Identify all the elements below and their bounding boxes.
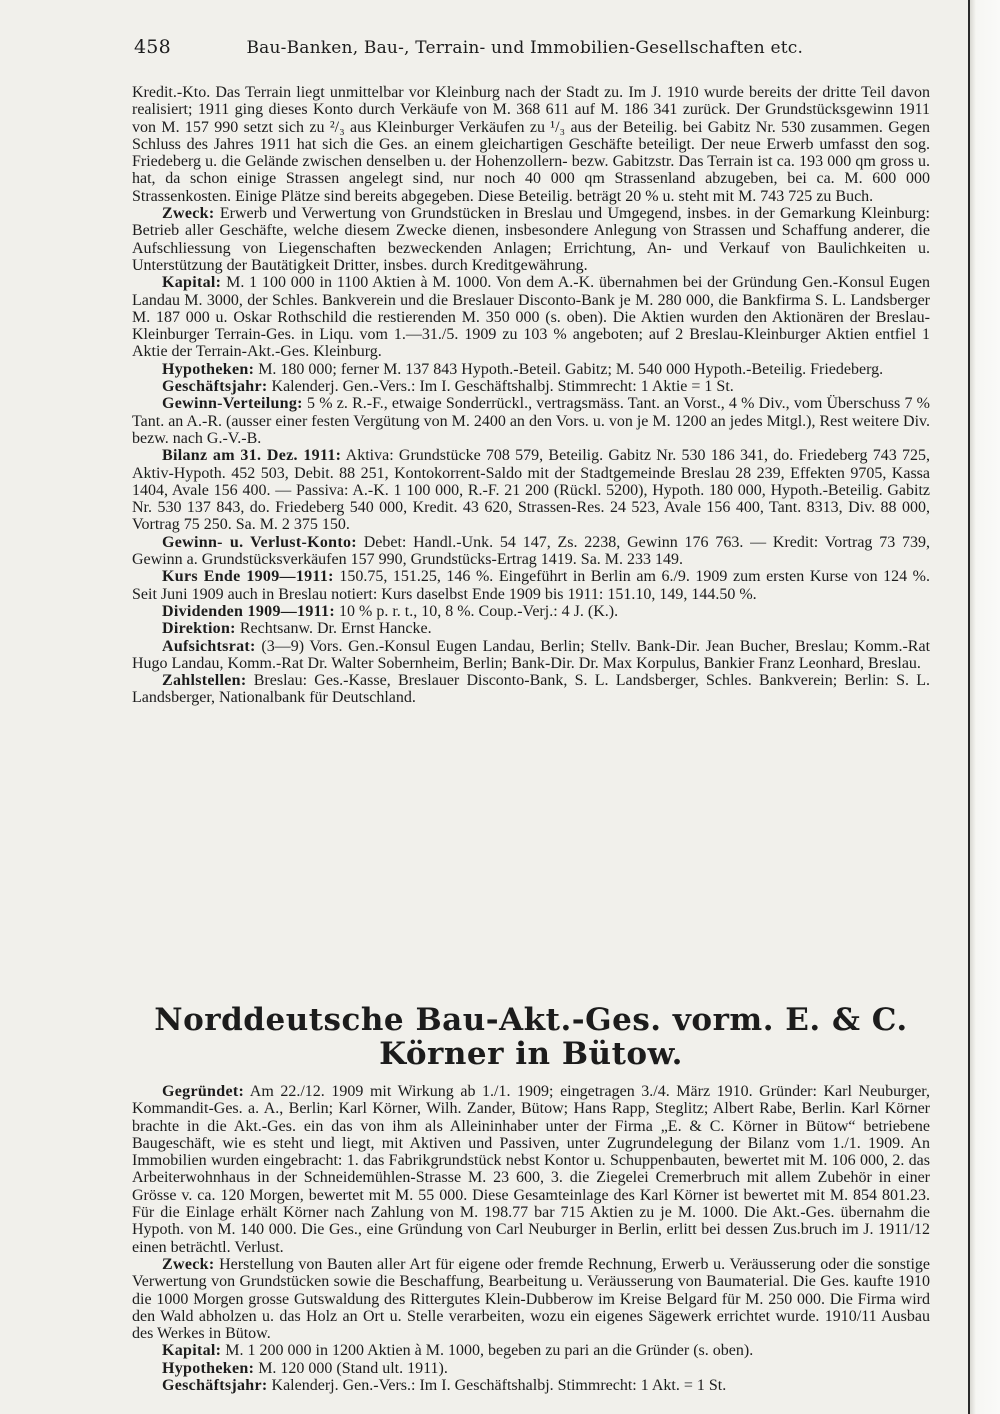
paragraph-mortgages: Hypotheken: M. 120 000 (Stand ult. 1911). bbox=[162, 1359, 448, 1377]
section-norddeutsche-bau bbox=[132, 987, 930, 1394]
paragraph-share-price: Kurs Ende 1909—1911: 150.75, 151.25, 146 %. Eingeführt in Berlin am 6./9. 1909 zum ersten Kurse von 124 %. Seit Juni 1909 auch in Breslau notiert: Kurs daselbst Ende 1909 bis 1911: 151.10, 149, 144.50 %. bbox=[132, 568, 930, 603]
paragraph-fiscal-year: Geschäftsjahr: Kalenderj. Gen.-Vers.: Im I. Geschäftshalbj. Stimmrecht: 1 Aktie = 1 St. bbox=[162, 378, 734, 396]
paragraph-mortgages: Hypotheken: M. 180 000; ferner M. 137 843 Hypoth.-Beteil. Gabitz; M. 540 000 Hypoth.-Beteilig. Friedeberg. bbox=[162, 360, 884, 378]
paragraph-profit-loss: Gewinn- u. Verlust-Konto: Debet: Handl.-Unk. 54 147, Zs. 2238, Gewinn 176 763. — Kredit: Vortrag 73 739, Gewinn a. Grundstücksverkäufen 157 990, Grundstücks-Ertrag 1419. Sa. M. 233 149. bbox=[132, 533, 931, 569]
running-header bbox=[134, 36, 934, 58]
paragraph-capital: Kapital: M. 1 200 000 in 1200 Aktien à M. 1000, begeben zu pari an die Gründer (s. oben). bbox=[162, 1342, 754, 1360]
paragraph-credit: Kredit.-Kto. Das Terrain liegt unmittelbar vor Kleinburg nach der Stadt zu. Im J. 1910 wurde bereits der dritte Teil davon realisiert; 1911 ging dieses Konto durch Verkäufe von M. 368 611 auf M. 186 341 zurück. Der Grundstücksgewinn 1911 von M. 157 990 setzt sich zu ²/₃ aus Kleinburger Verkäufen zu ¹/₃ aus der Beteilig. bei Gabitz Nr. 530 zusammen. Gegen Schluss des Jahres 1911 hat sich die Ges. an einem gleichartigen Geschäfte beteiligt. Der neue Erwerb umfasst den sog. Friedeberg u. die Gelände zwischen denselben u. der Hohenzollern- bezw. Gabitzstr. Das Terrain ist ca. 193 000 qm gross u. hat, da schon einige Strassen angelegt sind, nur noch 40 000 qm Strassenland abzugeben, bei ca. M. 600 000 Strassenkosten. Einige Plätze sind bereits abgegeben. Diese Beteilig. beträgt 20 % u. steht mit M. 743 725 zu Buch. bbox=[132, 84, 930, 205]
paragraph-supervisory-board: Aufsichtsrat: (3—9) Vors. Gen.-Konsul Eugen Landau, Berlin; Stellv. Bank-Dir. Jean Bucher, Breslau; Komm.-Rat Hugo Landau, Komm.-Rat Dr. Walter Sobernheim, Berlin; Bank-Dir. Dr. Max Korpulus, Bankier Franz Leonhard, Breslau. bbox=[132, 637, 931, 672]
paragraph-balance-sheet: Bilanz am 31. Dez. 1911: Aktiva: Grundstücke 708 579, Beteilig. Gabitz Nr. 530 186 341, do. Friedeberg 743 725, Aktiv-Hypoth. 452 503, Debit. 88 251, Kontokorrent-Saldo mit der Stadtgemeinde Breslau 28 239, Effekten 9705, Kassa 1404, Avale 156 400. — Passiva: A.-K. 1 100 000, R.-F. 21 200 (Rückl. 5200), Hypoth. 180 000, Hypoth.-Beteilig. Gabitz Nr. 530 137 843, do. Friedeberg 540 000, Kredit. 43 620, Strassen-Res. 24 523, Avale 156 400, Tant. 8313, Div. 88 000, Vortrag 75 250. Sa. M. 2 375 150. bbox=[132, 447, 930, 534]
paragraph-purpose: Zweck: Erwerb und Verwertung von Grundstücken in Breslau und Umgegend, insbes. in der Gemarkung Kleinburg: Betrieb aller Geschäfte, welche diesem Zwecke dienen, insbesondere Anlegung von Strassen und Schaffung anderer, die Aufschliessung von Liegenschaften bezweckenden Anlagen; Errichtung, An- und Verkauf von Baulichkeiten u. Unterstützung der Bautätigkeit Dritter, insbes. durch Kreditgewährung. bbox=[132, 205, 931, 274]
paragraph-management: Direktion: Rechtsanw. Dr. Ernst Hancke. bbox=[162, 620, 432, 638]
paragraph-profit-distribution: Gewinn-Verteilung: 5 % z. R.-F., etwaige Sonderrückl., vertragsmäss. Tant. an Vorst., 4 % Div., vom Überschuss 7 % Tant. an A.-R. (ausser einer festen Vergütung von M. 2400 an den Vors. u. von je M. 1200 an jedes Mitgl.), Rest weitere Div. bezw. nach G.-V.-B. bbox=[132, 395, 931, 447]
section-terrain-company bbox=[132, 84, 930, 707]
paragraph-purpose: Zweck: Herstellung von Bauten aller Art für eigene oder fremde Rechnung, Erwerb u. Veräusserung oder die sonstige Verwertung von Grundstücken sowie die Beschaffung, Bearbeitung u. Veräusserung von Baumaterial. Die Ges. kaufte 1910 die 1000 Morgen grosse Gutswaldung des Rittergutes Klein-Dubberow im Kreise Belgard für M. 250 000. Die Firma wird den Wald abholzen u. das Holz an Ort u. Stelle verarbeiten, wozu ein eigenes Sägewerk errichtet wurde. 1910/11 Ausbau des Werkes in Bütow. bbox=[132, 1255, 931, 1343]
running-title: Bau-Banken, Bau-, Terrain- und Immobilien-Gesellschaften etc. bbox=[246, 38, 804, 58]
page-number: 458 bbox=[134, 36, 171, 58]
paragraph-paying-agents: Zahlstellen: Breslau: Ges.-Kasse, Breslauer Disconto-Bank, S. L. Landsberger, Schles. Bankverein; Berlin: S. L. Landsberger, Nationalbank für Deutschland. bbox=[132, 672, 931, 707]
page-edge bbox=[968, 0, 1000, 1414]
paragraph-fiscal-year: Geschäftsjahr: Kalenderj. Gen.-Vers.: Im I. Geschäftshalbj. Stimmrecht: 1 Akt. = 1 St. bbox=[162, 1377, 727, 1395]
paragraph-founded: Gegründet: Am 22./12. 1909 mit Wirkung ab 1./1. 1909; eingetragen 3./4. März 1910. Gründer: Karl Neuburger, Kommandit-Ges. a. A., Berlin; Karl Körner, Wilh. Zander, Bütow; Hans Rapp, Steglitz; Albert Rabe, Berlin. Karl Körner brachte in die Akt.-Ges. ein das von ihm als Alleininhaber unter der Firma „E. & C. Körner in Bütow“ betriebene Baugeschäft, wie es steht und liegt, mit Aktiven und Passiven, unter Zugrundelegung der Bilanz vom 1./1. 1909. An Immobilien wurden eingebracht: 1. das Fabrikgrundstück nebst Kontor u. Schuppenbauten, bewertet mit M. 106 000, 2. das Arbeiterwohnhaus in der Schneidemühlen-Strasse M. 23 600, 3. die Ziegelei Cremerbruch mit allem Zubehör in einer Grösse v. ca. 120 Morgen, bewertet mit M. 55 000. Diese Gesamteinlage des Karl Körner ist bewertet mit M. 854 801.23. Für die Einlage erhält Körner nach Zahlung von M. 198.77 bar 715 Aktien zu je M. 1000. Die Akt.-Ges. übernahm die Hypoth. von M. 140 000. Die Ges., eine Gründung von Carl Neuburger in Berlin, erlitt bei dessen Zus.bruch im J. 1911/12 einen beträchtl. Verlust. bbox=[132, 1083, 930, 1256]
paragraph-capital: Kapital: M. 1 100 000 in 1100 Aktien à M. 1000. Von dem A.-K. übernahmen bei der Gründung Gen.-Konsul Eugen Landau M. 3000, der Schles. Bankverein und die Breslauer Disconto-Bank je M. 280 000, die Bankfirma S. L. Landsberger M. 187 000 u. Oskar Rothschild die restierenden M. 350 000 (s. oben). Die Aktien wurden den Aktionären der Breslau-Kleinburger Terrain-Ges. in Liqu. vom 1.—31./5. 1909 zu 103 % angeboten; auf 2 Breslau-Kleinburger Aktien entfiel 1 Aktie der Terrain-Akt.-Ges. Kleinburg. bbox=[132, 274, 930, 361]
company-heading: Norddeutsche Bau-Akt.-Ges. vorm. E. & C. Körner in Bütow. bbox=[154, 1002, 908, 1072]
paragraph-dividends: Dividenden 1909—1911: 10 % p. r. t., 10, 8 %. Coup.-Verj.: 4 J. (K.). bbox=[162, 602, 619, 620]
